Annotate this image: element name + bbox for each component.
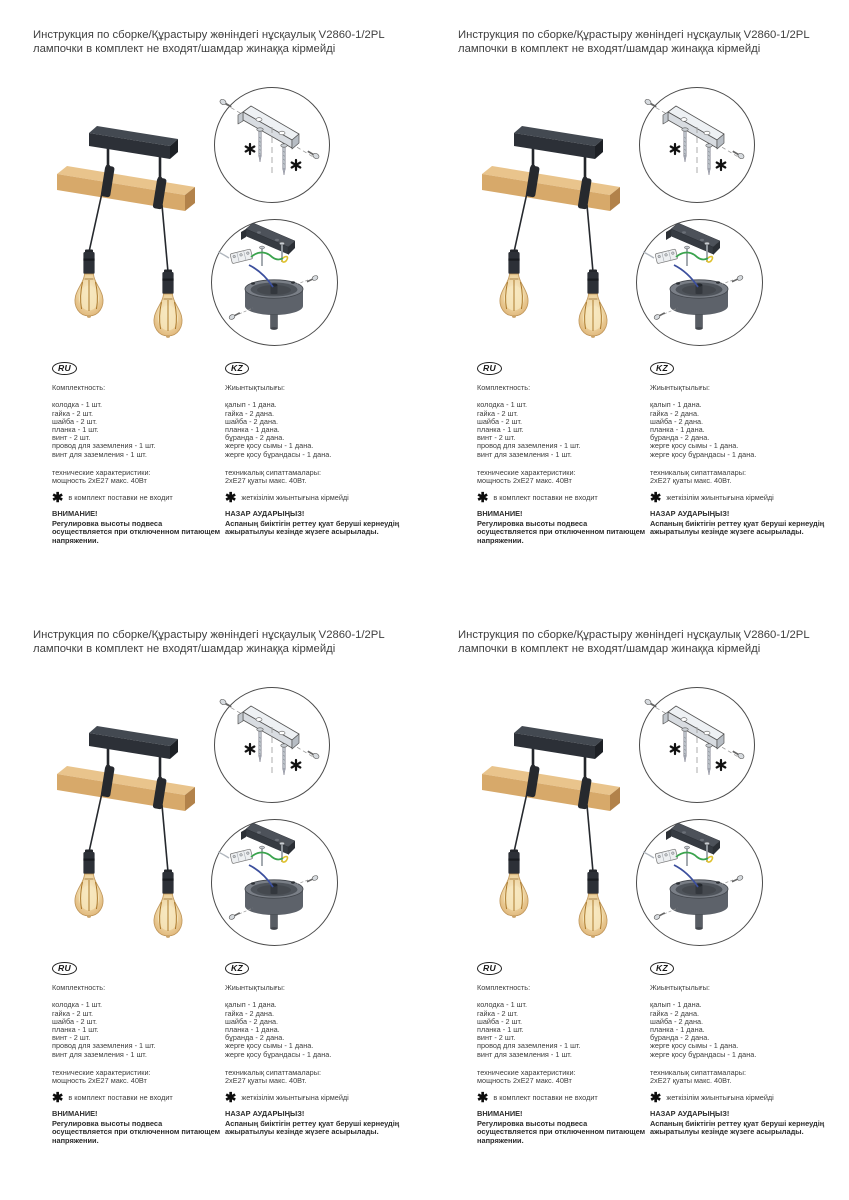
title-line-2: лампочки в комплект не входят/шамдар жинаққа кірмейді: [33, 43, 336, 55]
kz-specs: [225, 469, 407, 485]
list-item: гайка - 2 дана.: [225, 1008, 275, 1018]
asterisk-icon: ✱: [477, 490, 489, 506]
instruction-sheet: [0, 0, 424, 600]
screw-icon: [644, 98, 657, 109]
list-item: шайба - 2 шт.: [477, 416, 523, 426]
ru-contents-heading: Комплектность:: [52, 983, 106, 993]
kz-badge: KZ: [650, 362, 674, 375]
kz-section: [650, 962, 832, 1137]
list-item: колодка - 1 шт.: [477, 400, 528, 410]
list-item: қалып - 1 дана.: [650, 1000, 702, 1010]
ru-parts-list: [477, 1001, 647, 1058]
edison-bulb: [579, 294, 607, 338]
kz-warning-text: Аспаның биіктігін реттеу қуат беруші кернеудің ажыратылуы кезінде жүзеге асырылады.: [225, 1118, 400, 1137]
ru-specs-value: мощность 2хЕ27 макс. 40Вт: [52, 1076, 147, 1086]
ceiling-bar: [89, 726, 178, 759]
ru-specs: [52, 469, 222, 485]
list-item: винт для заземления - 1 шт.: [52, 449, 147, 459]
kz-specs-heading: техникалық сипаттамалары:: [225, 467, 321, 477]
kz-contents-heading: Жиынтықтылығы:: [225, 983, 285, 993]
list-item: планка - 1 шт.: [477, 425, 524, 435]
list-item: провод для заземления - 1 шт.: [52, 441, 156, 451]
kz-warning: [650, 1110, 832, 1137]
ru-badge: RU: [52, 962, 77, 975]
list-item: колодка - 1 шт.: [477, 1000, 528, 1010]
mounting-bracket-diagram: [637, 85, 757, 205]
ru-specs-heading: технические характеристики:: [52, 1067, 151, 1077]
list-item: шайба - 2 шт.: [52, 1016, 98, 1026]
list-item: гайка - 2 шт.: [477, 408, 519, 418]
wood-beam: [57, 766, 195, 811]
ru-specs-value: мощность 2хЕ27 макс. 40Вт: [52, 476, 147, 486]
list-item: гайка - 2 шт.: [477, 1008, 519, 1018]
asterisk-icon: ✱: [650, 1090, 662, 1106]
list-item: винт - 2 шт.: [52, 433, 91, 443]
sheet-title: [33, 28, 418, 56]
kz-specs-value: 2хЕ27 қуаты макс. 40Вт.: [225, 1076, 307, 1086]
list-item: жерге қосу бұрандасы - 1 дана.: [650, 449, 757, 459]
canopy-wiring-diagram: [634, 217, 765, 348]
list-item: планка - 1 дана.: [650, 425, 705, 435]
ru-specs: [477, 469, 647, 485]
ru-badge: RU: [477, 362, 502, 375]
list-item: планка - 1 шт.: [52, 425, 99, 435]
lamp-socket: [162, 270, 173, 295]
title-line-1: Инструкция по сборке/Құрастыру жөніндегі нұсқаулық V2860-1/2PL: [458, 29, 810, 41]
kz-section: [650, 362, 832, 537]
list-item: жерге қосу сымы - 1 дана.: [650, 441, 739, 451]
ru-section: [477, 962, 647, 1146]
asterisk-icon: ✱: [225, 1090, 237, 1106]
title-line-2: лампочки в комплект не входят/шамдар жинаққа кірмейді: [458, 43, 761, 55]
lamp-socket: [508, 250, 519, 275]
ru-specs: [477, 1069, 647, 1085]
kz-warning-text: Аспаның биіктігін реттеу қуат беруші кернеудің ажыратылуы кезінде жүзеге асырылады.: [650, 518, 825, 537]
kz-contents-heading: Жиынтықтылығы:: [650, 383, 710, 393]
title-line-1: Инструкция по сборке/Құрастыру жөніндегі нұсқаулық V2860-1/2PL: [33, 29, 385, 41]
kz-footnote-text: жеткізілім жиынтығына кірмейді: [666, 493, 774, 503]
asterisk-icon: ✱: [225, 490, 237, 506]
list-item: провод для заземления - 1 шт.: [477, 1041, 581, 1051]
kz-specs: [650, 469, 832, 485]
kz-badge: KZ: [650, 962, 674, 975]
list-item: қалып - 1 дана.: [225, 1000, 277, 1010]
ru-footnote: [52, 1090, 222, 1106]
list-item: бұранда - 2 дана.: [225, 433, 285, 443]
list-item: планка - 1 дана.: [225, 425, 280, 435]
canopy-diagram-drawing: [634, 817, 765, 948]
list-item: гайка - 2 шт.: [52, 1008, 94, 1018]
pendant-lamp-drawing: [38, 92, 222, 348]
list-item: провод для заземления - 1 шт.: [52, 1041, 156, 1051]
list-item: жерге қосу бұрандасы - 1 дана.: [650, 1049, 757, 1059]
list-item: шайба - 2 шт.: [477, 1016, 523, 1026]
edison-bulb: [154, 894, 182, 938]
ru-warning: [477, 1110, 647, 1145]
list-item: гайка - 2 шт.: [52, 408, 94, 418]
canopy-wiring-diagram: [209, 817, 340, 948]
sheet-title: [458, 628, 843, 656]
ru-footnote-text: в комплект поставки не входит: [68, 493, 173, 503]
ceiling-bar: [89, 126, 178, 159]
list-item: винт - 2 шт.: [477, 1033, 516, 1043]
kz-specs-heading: техникалық сипаттамалары:: [650, 1067, 746, 1077]
kz-parts-list: [650, 401, 832, 458]
edison-bulb: [75, 274, 103, 318]
ru-warning: [477, 510, 647, 545]
list-item: бұранда - 2 дана.: [650, 1033, 710, 1043]
list-item: винт для заземления - 1 шт.: [477, 449, 572, 459]
ceiling-bar: [514, 126, 603, 159]
instruction-sheet: [425, 600, 849, 1200]
canopy-diagram-drawing: [209, 217, 340, 348]
cord: [587, 205, 593, 272]
ru-warning-title: ВНИМАНИЕ!: [52, 1109, 98, 1119]
ru-specs-heading: технические характеристики:: [477, 467, 576, 477]
kz-footnote: [225, 1090, 407, 1106]
ru-specs-heading: технические характеристики:: [477, 1067, 576, 1077]
asterisk-icon: ✱: [52, 490, 64, 506]
pendant-lamp-drawing: [463, 92, 647, 348]
lamp-illustration: [463, 692, 647, 948]
kz-specs: [650, 1069, 832, 1085]
list-item: қалып - 1 дана.: [650, 400, 702, 410]
kz-warning: [225, 1110, 407, 1137]
ru-warning-text: Регулировка высоты подвеса осуществляется при отключенном питающем напряжении.: [477, 518, 646, 546]
ru-warning: [52, 510, 222, 545]
ru-specs-heading: технические характеристики:: [52, 467, 151, 477]
ru-section: [52, 362, 222, 546]
kz-footnote: [225, 490, 407, 506]
pendant-lamp-drawing: [463, 692, 647, 948]
list-item: планка - 1 дана.: [225, 1025, 280, 1035]
kz-warning-title: НАЗАР АУДАРЫҢЫЗ!: [225, 509, 305, 519]
list-item: шайба - 2 дана.: [225, 416, 279, 426]
kz-footnote: [650, 490, 832, 506]
ru-footnote-text: в комплект поставки не входит: [493, 493, 598, 503]
kz-contents-heading: Жиынтықтылығы:: [650, 983, 710, 993]
screw-icon: [219, 698, 232, 709]
list-item: жерге қосу бұрандасы - 1 дана.: [225, 1049, 332, 1059]
canopy-diagram-drawing: [209, 817, 340, 948]
kz-parts-list: [650, 1001, 832, 1058]
screw-icon: [219, 98, 232, 109]
kz-warning: [225, 510, 407, 537]
lamp-illustration: [38, 692, 222, 948]
cord: [514, 193, 527, 252]
sheet-title: [458, 28, 843, 56]
kz-footnote-text: жеткізілім жиынтығына кірмейді: [241, 1093, 349, 1103]
kz-footnote-text: жеткізілім жиынтығына кірмейді: [666, 1093, 774, 1103]
screw-icon: [644, 698, 657, 709]
lamp-socket: [83, 850, 94, 875]
kz-warning-title: НАЗАР АУДАРЫҢЫЗ!: [650, 1109, 730, 1119]
ru-badge: RU: [52, 362, 77, 375]
ru-parts-list: [52, 401, 222, 458]
list-item: жерге қосу сымы - 1 дана.: [650, 1041, 739, 1051]
bracket-diagram-drawing: [212, 685, 332, 805]
lamp-socket: [162, 870, 173, 895]
bracket-diagram-drawing: [637, 85, 757, 205]
lamp-socket: [508, 850, 519, 875]
edison-bulb: [500, 874, 528, 918]
kz-footnote: [650, 1090, 832, 1106]
kz-specs-heading: техникалық сипаттамалары:: [650, 467, 746, 477]
title-line-2: лампочки в комплект не входят/шамдар жинаққа кірмейді: [33, 643, 336, 655]
ru-warning-title: ВНИМАНИЕ!: [477, 509, 523, 519]
ru-contents-heading: Комплектность:: [477, 383, 531, 393]
edison-bulb: [579, 894, 607, 938]
list-item: жерге қосу сымы - 1 дана.: [225, 1041, 314, 1051]
title-line-1: Инструкция по сборке/Құрастыру жөніндегі нұсқаулық V2860-1/2PL: [458, 629, 810, 641]
instruction-sheet: [425, 0, 849, 600]
ru-footnote-text: в комплект поставки не входит: [493, 1093, 598, 1103]
list-item: винт - 2 шт.: [52, 1033, 91, 1043]
lamp-illustration: [38, 92, 222, 348]
canopy-wiring-diagram: [209, 217, 340, 348]
canopy-diagram-drawing: [634, 217, 765, 348]
lamp-socket: [587, 270, 598, 295]
kz-parts-list: [225, 1001, 407, 1058]
edison-bulb: [75, 874, 103, 918]
wood-beam: [482, 166, 620, 211]
cord: [514, 793, 527, 852]
ru-warning-text: Регулировка высоты подвеса осуществляется при отключенном питающем напряжении.: [477, 1118, 646, 1146]
kz-section: [225, 362, 407, 537]
list-item: қалып - 1 дана.: [225, 400, 277, 410]
ru-badge: RU: [477, 962, 502, 975]
kz-specs: [225, 1069, 407, 1085]
ru-warning-text: Регулировка высоты подвеса осуществляется при отключенном питающем напряжении.: [52, 1118, 221, 1146]
ru-parts-list: [477, 401, 647, 458]
lamp-socket: [83, 250, 94, 275]
ru-warning-title: ВНИМАНИЕ!: [477, 1109, 523, 1119]
list-item: винт для заземления - 1 шт.: [52, 1049, 147, 1059]
title-line-1: Инструкция по сборке/Құрастыру жөніндегі нұсқаулық V2860-1/2PL: [33, 629, 385, 641]
edison-bulb: [500, 274, 528, 318]
list-item: шайба - 2 дана.: [650, 1016, 704, 1026]
ceiling-bar: [514, 726, 603, 759]
ru-warning-text: Регулировка высоты подвеса осуществляется при отключенном питающем напряжении.: [52, 518, 221, 546]
kz-specs-value: 2хЕ27 қуаты макс. 40Вт.: [650, 476, 732, 486]
wood-beam: [482, 766, 620, 811]
kz-parts-list: [225, 401, 407, 458]
kz-warning-title: НАЗАР АУДАРЫҢЫЗ!: [225, 1109, 305, 1119]
kz-badge: KZ: [225, 962, 249, 975]
list-item: шайба - 2 дана.: [225, 1016, 279, 1026]
canopy-wiring-diagram: [634, 817, 765, 948]
kz-footnote-text: жеткізілім жиынтығына кірмейді: [241, 493, 349, 503]
mounting-bracket-diagram: [212, 85, 332, 205]
kz-section: [225, 962, 407, 1137]
ru-parts-list: [52, 1001, 222, 1058]
list-item: планка - 1 дана.: [650, 1025, 705, 1035]
kz-contents-heading: Жиынтықтылығы:: [225, 383, 285, 393]
list-item: колодка - 1 шт.: [52, 1000, 103, 1010]
kz-warning: [650, 510, 832, 537]
list-item: планка - 1 шт.: [52, 1025, 99, 1035]
kz-badge: KZ: [225, 362, 249, 375]
list-item: планка - 1 шт.: [477, 1025, 524, 1035]
kz-warning-title: НАЗАР АУДАРЫҢЫЗ!: [650, 509, 730, 519]
bracket-diagram-drawing: [637, 685, 757, 805]
lamp-socket: [587, 870, 598, 895]
ru-specs-value: мощность 2хЕ27 макс. 40Вт: [477, 476, 572, 486]
list-item: бұранда - 2 дана.: [650, 433, 710, 443]
list-item: винт - 2 шт.: [477, 433, 516, 443]
ru-warning-title: ВНИМАНИЕ!: [52, 509, 98, 519]
list-item: шайба - 2 шт.: [52, 416, 98, 426]
asterisk-icon: ✱: [52, 1090, 64, 1106]
cord: [162, 805, 168, 872]
kz-specs-heading: техникалық сипаттамалары:: [225, 1067, 321, 1077]
cord: [89, 193, 102, 252]
mounting-bracket-diagram: [637, 685, 757, 805]
list-item: бұранда - 2 дана.: [225, 1033, 285, 1043]
kz-specs-value: 2хЕ27 қуаты макс. 40Вт.: [650, 1076, 732, 1086]
sheet-title: [33, 628, 418, 656]
ru-contents-heading: Комплектность:: [52, 383, 106, 393]
ru-contents-heading: Комплектность:: [477, 983, 531, 993]
ru-footnote-text: в комплект поставки не входит: [68, 1093, 173, 1103]
list-item: гайка - 2 дана.: [225, 408, 275, 418]
kz-warning-text: Аспаның биіктігін реттеу қуат беруші кернеудің ажыратылуы кезінде жүзеге асырылады.: [225, 518, 400, 537]
asterisk-icon: ✱: [650, 490, 662, 506]
instruction-sheet: [0, 600, 424, 1200]
asterisk-icon: ✱: [477, 1090, 489, 1106]
list-item: колодка - 1 шт.: [52, 400, 103, 410]
kz-specs-value: 2хЕ27 қуаты макс. 40Вт.: [225, 476, 307, 486]
lamp-illustration: [463, 92, 647, 348]
ru-warning: [52, 1110, 222, 1145]
kz-warning-text: Аспаның биіктігін реттеу қуат беруші кернеудің ажыратылуы кезінде жүзеге асырылады.: [650, 1118, 825, 1137]
list-item: провод для заземления - 1 шт.: [477, 441, 581, 451]
bracket-diagram-drawing: [212, 85, 332, 205]
list-item: гайка - 2 дана.: [650, 1008, 700, 1018]
title-line-2: лампочки в комплект не входят/шамдар жинаққа кірмейді: [458, 643, 761, 655]
list-item: жерге қосу бұрандасы - 1 дана.: [225, 449, 332, 459]
list-item: жерге қосу сымы - 1 дана.: [225, 441, 314, 451]
pendant-lamp-drawing: [38, 692, 222, 948]
cord: [587, 805, 593, 872]
edison-bulb: [154, 294, 182, 338]
ru-section: [477, 362, 647, 546]
list-item: гайка - 2 дана.: [650, 408, 700, 418]
list-item: шайба - 2 дана.: [650, 416, 704, 426]
ru-section: [52, 962, 222, 1146]
cord: [89, 793, 102, 852]
list-item: винт для заземления - 1 шт.: [477, 1049, 572, 1059]
ru-specs-value: мощность 2хЕ27 макс. 40Вт: [477, 1076, 572, 1086]
cord: [162, 205, 168, 272]
ru-footnote: [477, 1090, 647, 1106]
ru-footnote: [477, 490, 647, 506]
ru-footnote: [52, 490, 222, 506]
wood-beam: [57, 166, 195, 211]
ru-specs: [52, 1069, 222, 1085]
mounting-bracket-diagram: [212, 685, 332, 805]
